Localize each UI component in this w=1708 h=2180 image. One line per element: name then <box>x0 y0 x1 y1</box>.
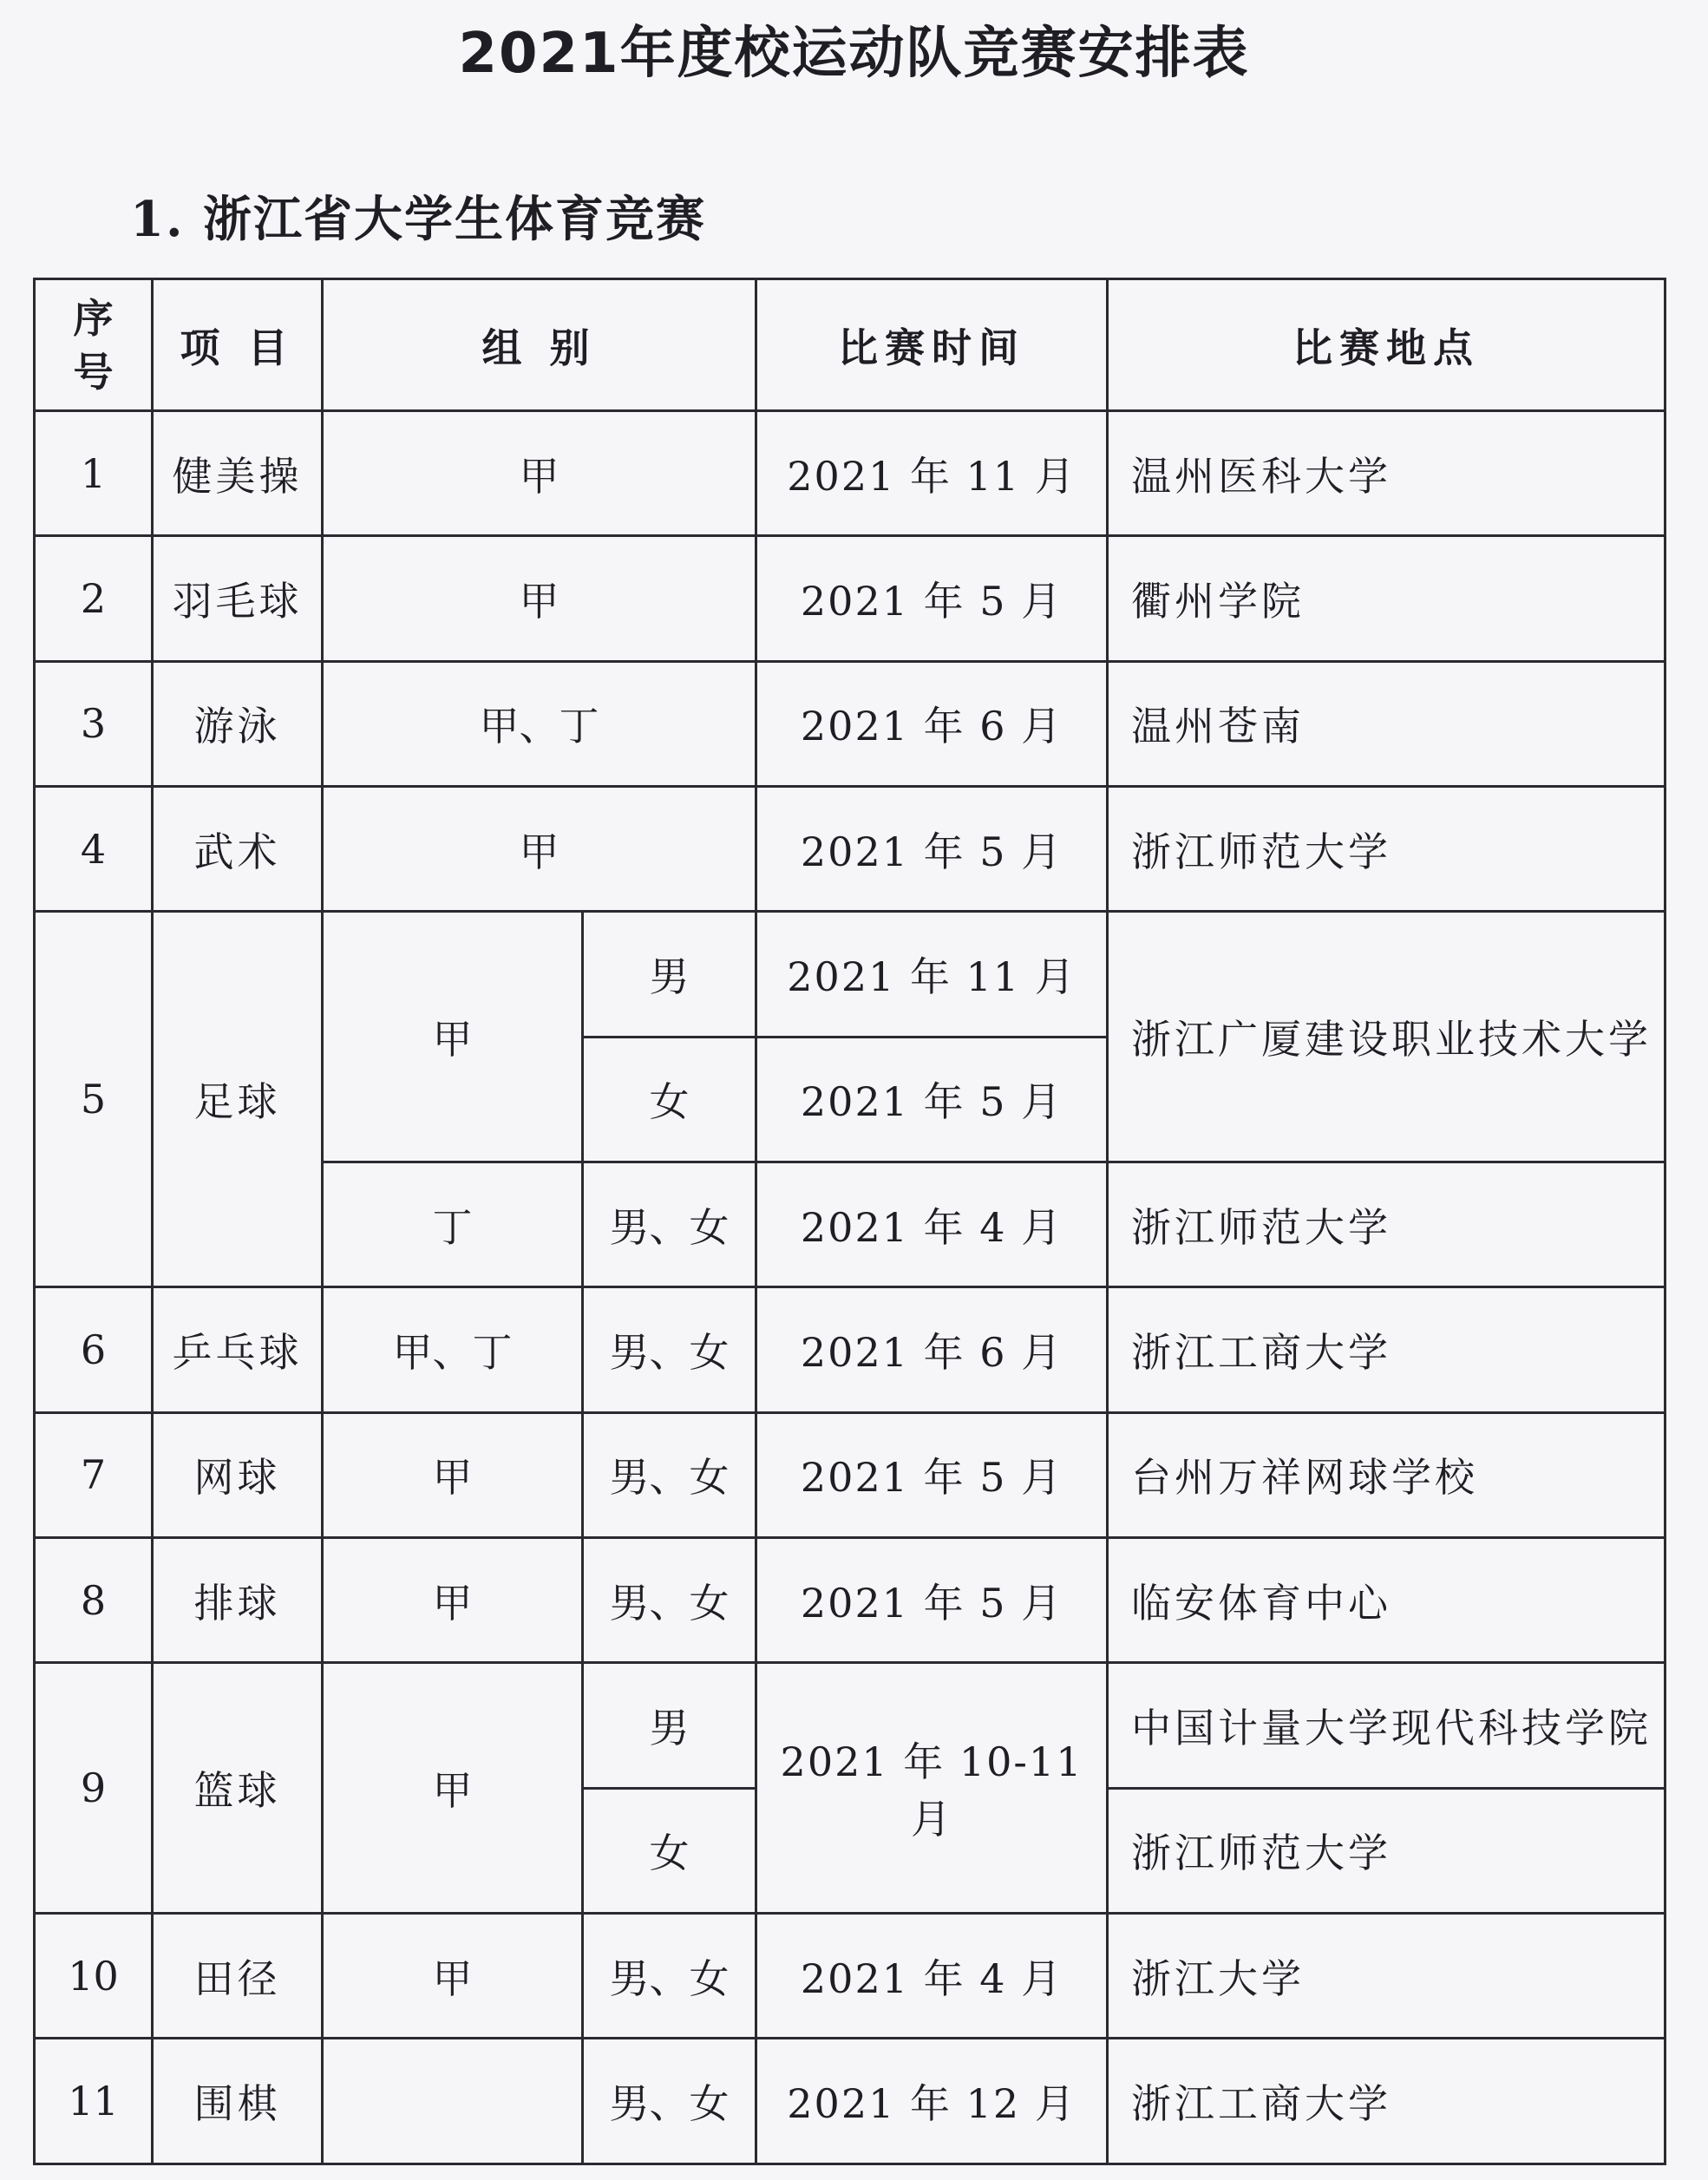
header-place: 比赛地点 <box>1108 279 1665 411</box>
cell-sex: 女 <box>583 1037 756 1162</box>
table-row <box>35 912 1665 1037</box>
cell-time: 2021 年 4 月 <box>756 1914 1108 2039</box>
cell-no: 5 <box>35 912 153 1287</box>
cell-place: 浙江师范大学 <box>1108 1162 1665 1287</box>
cell-time: 2021 年 5 月 <box>756 536 1108 661</box>
cell-time: 2021 年 4 月 <box>756 1162 1108 1287</box>
cell-group: 甲 <box>323 1538 583 1663</box>
cell-no: 10 <box>35 1914 153 2039</box>
header-item: 项 目 <box>153 279 323 411</box>
cell-no: 11 <box>35 2039 153 2164</box>
cell-place: 浙江大学 <box>1108 1914 1665 2039</box>
cell-group: 甲、丁 <box>323 1287 583 1412</box>
cell-sex: 男、女 <box>583 1287 756 1412</box>
cell-place: 浙江师范大学 <box>1108 787 1665 912</box>
cell-no: 8 <box>35 1538 153 1663</box>
cell-time: 2021 年 5 月 <box>756 787 1108 912</box>
cell-group <box>323 2039 583 2164</box>
cell-time: 2021 年 6 月 <box>756 1287 1108 1412</box>
cell-sex: 男、女 <box>583 1162 756 1287</box>
cell-group: 甲 <box>323 912 583 1162</box>
cell-sex: 男、女 <box>583 1538 756 1663</box>
cell-sex: 男、女 <box>583 1412 756 1537</box>
competition-schedule-table <box>33 278 1666 2165</box>
cell-no: 3 <box>35 661 153 786</box>
cell-item: 羽毛球 <box>153 536 323 661</box>
cell-item: 武术 <box>153 787 323 912</box>
cell-time: 2021 年 6 月 <box>756 661 1108 786</box>
header-no: 序 号 <box>35 279 153 411</box>
cell-item: 游泳 <box>153 661 323 786</box>
cell-place: 浙江师范大学 <box>1108 1788 1665 1913</box>
table-row <box>35 1412 1665 1537</box>
cell-sex: 女 <box>583 1788 756 1913</box>
cell-item: 田径 <box>153 1914 323 2039</box>
cell-group: 甲、丁 <box>323 661 756 786</box>
cell-place: 临安体育中心 <box>1108 1538 1665 1663</box>
table-row <box>35 536 1665 661</box>
cell-sex: 男 <box>583 1663 756 1788</box>
cell-place: 浙江广厦建设职业技术大学 <box>1108 912 1665 1162</box>
table-row <box>35 787 1665 912</box>
cell-sex: 男、女 <box>583 1914 756 2039</box>
cell-time: 2021 年 10-11 月 <box>756 1663 1108 1914</box>
cell-group: 甲 <box>323 1412 583 1537</box>
cell-group: 甲 <box>323 1663 583 1914</box>
cell-no: 2 <box>35 536 153 661</box>
cell-item: 健美操 <box>153 411 323 536</box>
cell-item: 足球 <box>153 912 323 1287</box>
table-row <box>35 1287 1665 1412</box>
header-time: 比赛时间 <box>756 279 1108 411</box>
cell-no: 7 <box>35 1412 153 1537</box>
cell-time: 2021 年 5 月 <box>756 1538 1108 1663</box>
cell-place: 中国计量大学现代科技学院 <box>1108 1663 1665 1788</box>
cell-sex: 男、女 <box>583 2039 756 2164</box>
cell-place: 温州医科大学 <box>1108 411 1665 536</box>
cell-time: 2021 年 12 月 <box>756 2039 1108 2164</box>
table-row <box>35 1663 1665 1788</box>
cell-no: 9 <box>35 1663 153 1914</box>
table-row <box>35 2039 1665 2164</box>
document-title: 2021年度校运动队竞赛安排表 <box>458 22 1250 86</box>
cell-sex: 男 <box>583 912 756 1037</box>
cell-group: 甲 <box>323 536 756 661</box>
cell-item: 乒乓球 <box>153 1287 323 1412</box>
table-row <box>35 1914 1665 2039</box>
cell-item: 排球 <box>153 1538 323 1663</box>
cell-no: 6 <box>35 1287 153 1412</box>
cell-time: 2021 年 5 月 <box>756 1037 1108 1162</box>
cell-time: 2021 年 5 月 <box>756 1412 1108 1537</box>
cell-item: 网球 <box>153 1412 323 1537</box>
cell-no: 4 <box>35 787 153 912</box>
cell-time: 2021 年 11 月 <box>756 912 1108 1037</box>
cell-group: 甲 <box>323 411 756 536</box>
cell-place: 浙江工商大学 <box>1108 2039 1665 2164</box>
table-row <box>35 1538 1665 1663</box>
cell-group: 甲 <box>323 787 756 912</box>
cell-group: 甲 <box>323 1914 583 2039</box>
header-group: 组 别 <box>323 279 756 411</box>
cell-time: 2021 年 11 月 <box>756 411 1108 536</box>
cell-group: 丁 <box>323 1162 583 1287</box>
cell-item: 围棋 <box>153 2039 323 2164</box>
section-heading: 1. 浙江省大学生体育竞赛 <box>130 191 706 248</box>
table-row <box>35 661 1665 786</box>
cell-place: 衢州学院 <box>1108 536 1665 661</box>
cell-place: 台州万祥网球学校 <box>1108 1412 1665 1537</box>
cell-no: 1 <box>35 411 153 536</box>
cell-place: 浙江工商大学 <box>1108 1287 1665 1412</box>
table-header-row <box>35 279 1665 411</box>
cell-place: 温州苍南 <box>1108 661 1665 786</box>
cell-item: 篮球 <box>153 1663 323 1914</box>
table-row <box>35 411 1665 536</box>
